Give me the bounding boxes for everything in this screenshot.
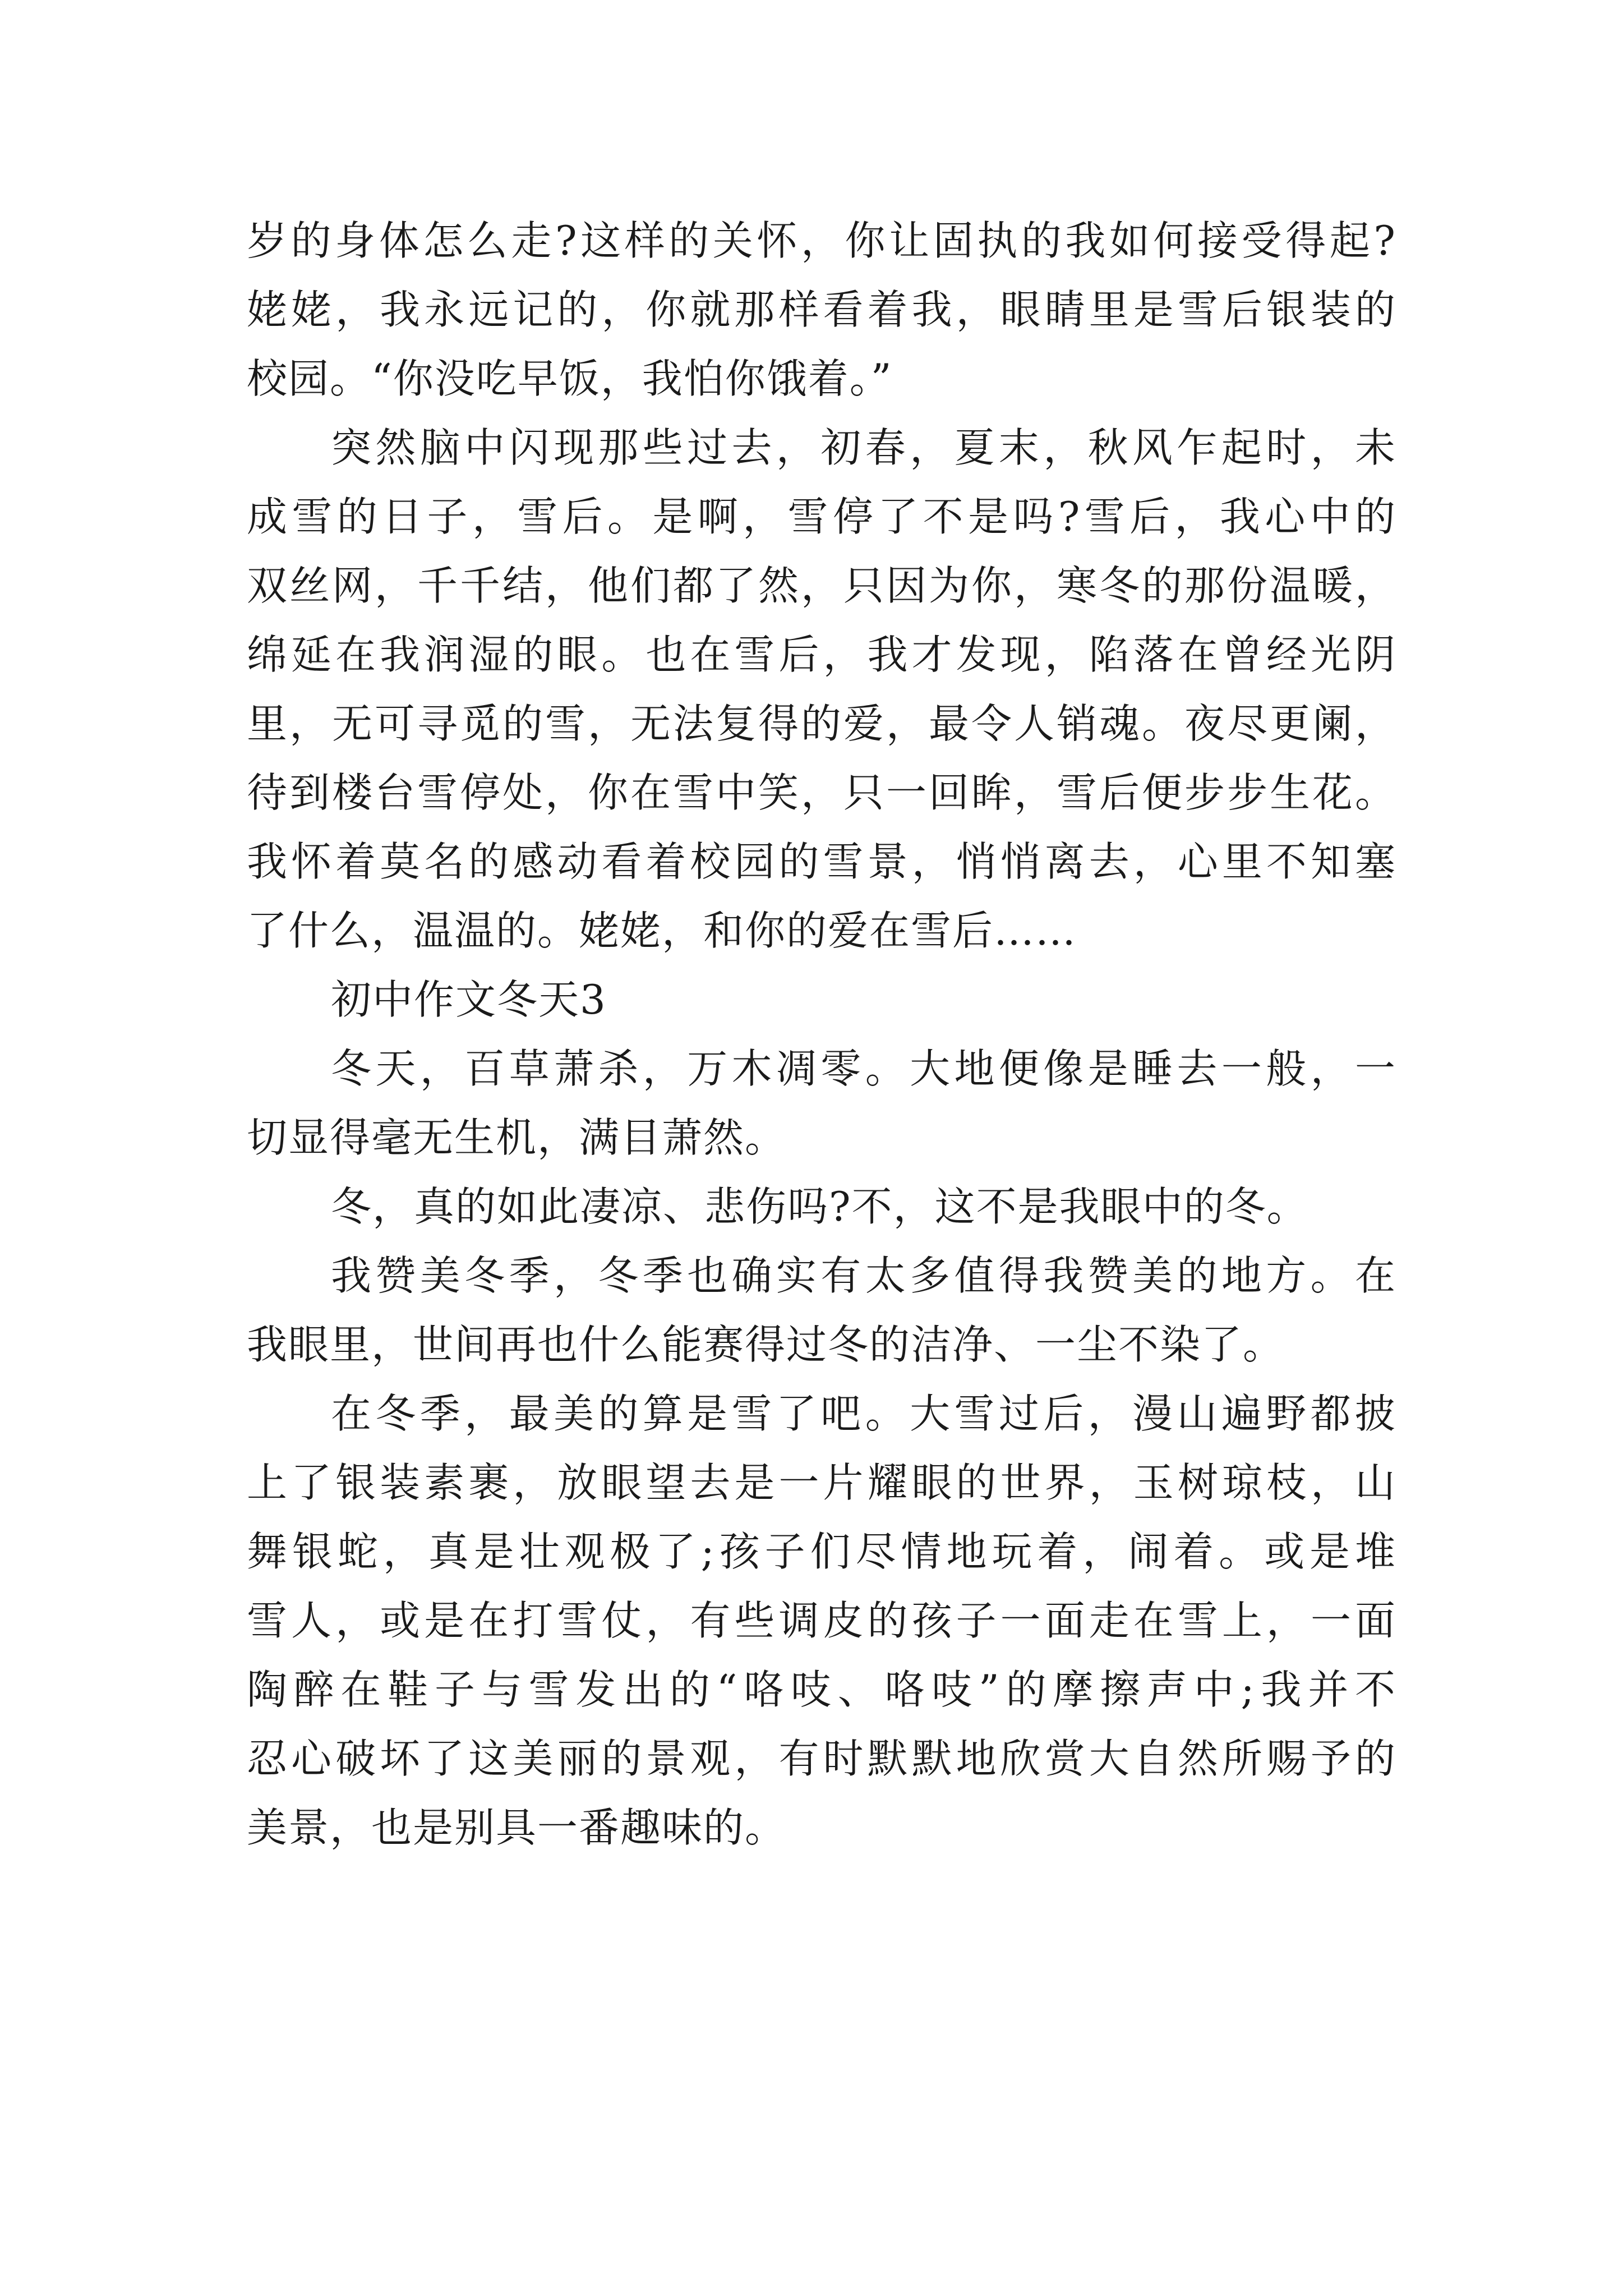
text-line: 了什么，温温的。姥姥，和你的爱在雪后…… [247, 907, 1077, 954]
text-line: 陶醉在鞋子与雪发出的“咯吱、咯吱”的摩擦声中;我并不 [247, 1666, 1396, 1713]
text-line: 舞银蛇，真是壮观极了;孩子们尽情地玩着，闹着。或是堆 [247, 1528, 1396, 1575]
text-line: 校园。“你没吃早饭，我怕你饿着。” [247, 355, 893, 402]
text-line: 忍心破坏了这美丽的景观，有时默默地欣赏大自然所赐予的 [247, 1735, 1396, 1782]
text-line: 成雪的日子，雪后。是啊，雪停了不是吗?雪后，我心中的 [247, 493, 1396, 540]
section-heading: 初中作文冬天3 [331, 976, 607, 1023]
paragraph-start-line: 突然脑中闪现那些过去，初春，夏末，秋风乍起时，未 [331, 424, 1396, 471]
text-line: 姥姥，我永远记的，你就那样看着我，眼睛里是雪后银装的 [247, 286, 1396, 333]
text-line: 里，无可寻觅的雪，无法复得的爱，最令人销魂。夜尽更阑， [247, 700, 1396, 747]
paragraph-start-line: 我赞美冬季，冬季也确实有太多值得我赞美的地方。在 [331, 1252, 1396, 1299]
text-line: 美景，也是别具一番趣味的。 [247, 1804, 787, 1851]
paragraph-start-line: 在冬季，最美的算是雪了吧。大雪过后，漫山遍野都披 [331, 1390, 1396, 1437]
text-line: 我怀着莫名的感动看着校园的雪景，悄悄离去，心里不知塞 [247, 838, 1396, 885]
text-line: 待到楼台雪停处，你在雪中笑，只一回眸，雪后便步步生花。 [247, 769, 1396, 816]
text-line: 绵延在我润湿的眼。也在雪后，我才发现，陷落在曾经光阴 [247, 631, 1396, 678]
text-line: 岁的身体怎么走?这样的关怀，你让固执的我如何接受得起? [247, 217, 1396, 264]
paragraph-start-line: 冬天，百草萧杀，万木凋零。大地便像是睡去一般，一 [331, 1045, 1396, 1092]
text-line: 雪人，或是在打雪仗，有些调皮的孩子一面走在雪上，一面 [247, 1597, 1396, 1644]
paragraph-start-line: 冬，真的如此凄凉、悲伤吗?不，这不是我眼中的冬。 [331, 1183, 1308, 1230]
text-line: 上了银装素裹，放眼望去是一片耀眼的世界，玉树琼枝，山 [247, 1459, 1396, 1506]
text-line: 切显得毫无生机，满目萧然。 [247, 1114, 787, 1161]
text-line: 双丝网，千千结，他们都了然，只因为你，寒冬的那份温暖， [247, 562, 1396, 609]
body-text [247, 206, 1396, 1862]
text-line: 我眼里，世间再也什么能赛得过冬的洁净、一尘不染了。 [247, 1321, 1285, 1368]
